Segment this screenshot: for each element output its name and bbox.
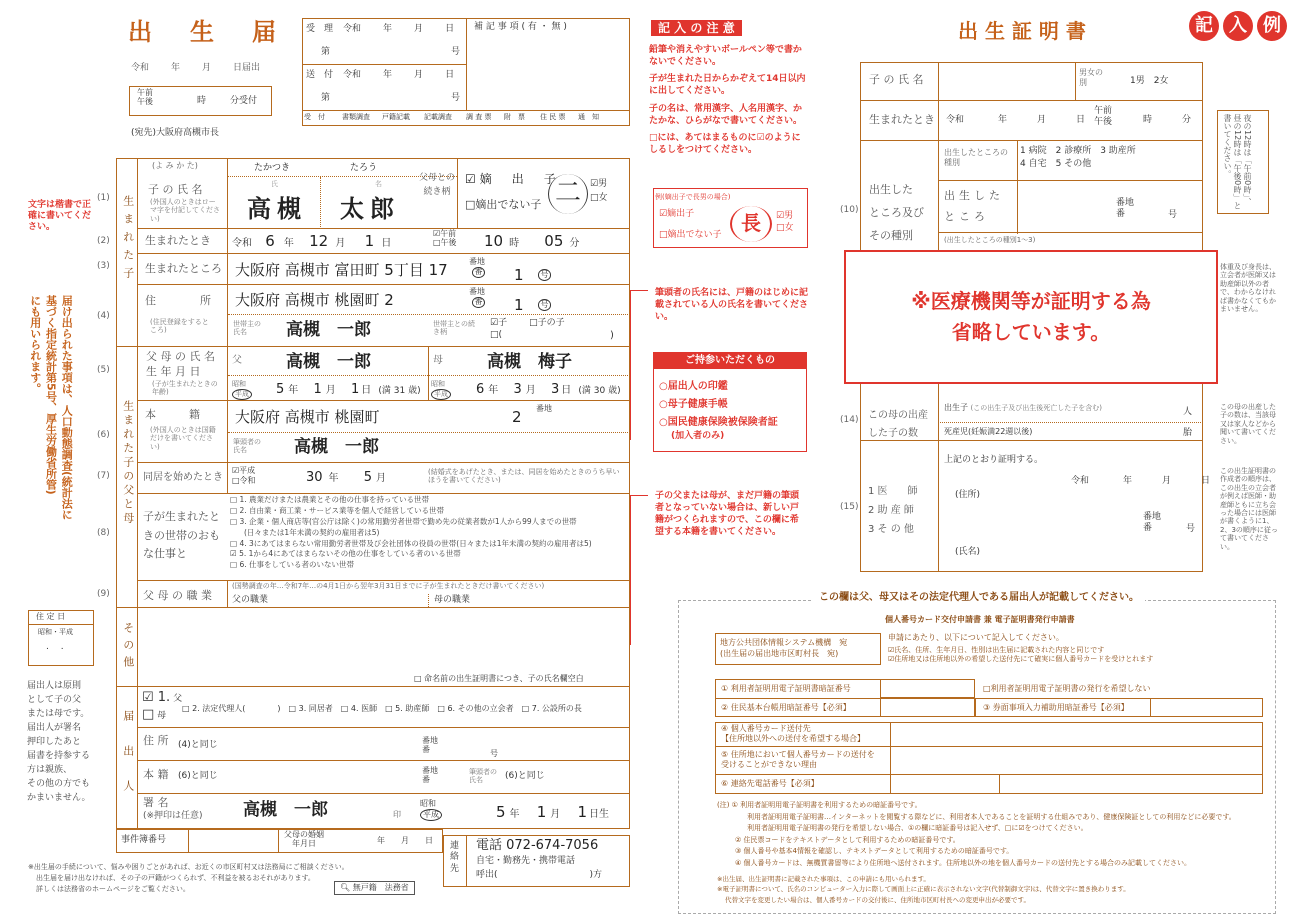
footer-notes: ※出生届の手続について、悩みや困りごとがあれば、お近くの市区町村又は法務局にご相談ください。 出生届を届け出なければ、その子の戸籍がつくられず、不利益を被るおそれがあります。 詳しくは法務省のホームページをご覧ください。 — [28, 863, 349, 893]
send-go: 号 — [451, 93, 461, 103]
address-note: (住民登録をするところ) — [150, 318, 209, 335]
informant-address-label: 住 所 — [143, 734, 169, 747]
cert-certify-text: 上記のとおり証明する。 — [944, 455, 1044, 465]
child-name-note: (外国人のときはローマ字を付記してください) — [150, 198, 220, 223]
householder-label: 世帯主の氏名 — [233, 320, 261, 337]
left-bottom-note: 届出人は原則 として子の父 または母です。 届出人が署名 押印したあと 届書を持参する 方は親族、 その他の方でも かまいません。 — [27, 681, 91, 803]
mynumber-notes: (注) ① 利用者証明用電子証明書を利用するための暗証番号です。 利用者証明用電子証明書…インターネットを閲覧する際などに、利用者本人であることを証明する仕組みであり、健康保険証としての利用などに必要です。 利用者証明用電子証明書の発行を希望しない場合、①の欄に暗証番号は記入せず、□に☑をつけてください。 ② 住民票コードをテキストデータとして利用するための暗証番号です。 ③ 個人番号や基本4情報を確認し、テキストデータとして利用するための暗証番号です。 ④ 個人番号カードは、無機質書留等により住所地へ送付されます。住所地以外の地を個人番号カードの送付先とする場合のみ記載してください。 — [717, 801, 1236, 867]
other-section-label: その他 — [121, 622, 135, 673]
job-label: 父 母 の 職 業 — [143, 589, 212, 602]
informant-types[interactable]: □ 2. 法定代理人( ) □ 3. 同居者 □ 4. 医師 □ 5. 助産師 □ 6. その他の立会者 □ 7. 公設所の長 — [182, 704, 582, 713]
cert-place-types[interactable]: 1 病院 2 診療所 3 助産所 4 自宅 5 その他 — [1020, 146, 1136, 169]
mynumber-fine-print: ※出生届、出生証明書に記載された事項は、この申請にも用いられます。 ※電子証明書について、氏名のコンピューター入力に際して画面上に正確に表示されない文字(代替制御文字)は、代替文字に置き換わります。 代替文字を変更したい場合は、個人番号カードの交付後に、住所地市区町村長への変更申出が必要です。 — [717, 875, 1130, 904]
delivery-address-label: ④ 個人番号カード送付先 【住所地以外への送付を希望する場合】 — [721, 724, 865, 743]
cert-sex-label: 男女の別 — [1079, 68, 1103, 87]
birth-ampm[interactable]: ☑午前 □午後 — [433, 229, 457, 248]
child-section-label: 生まれた子 — [121, 195, 135, 285]
pin-3-label: ③ 券面事項入力補助用暗証番号【必須】 — [983, 703, 1129, 712]
cert-birth-time: 令和 年 月 日 — [946, 115, 1086, 125]
jiken-label: 事件簿番号 — [121, 835, 167, 845]
head-label: 筆頭者の氏名 — [233, 438, 261, 455]
householder-relation-label: 世帯主との続き柄 — [433, 320, 475, 337]
unnamed-checkbox[interactable]: □ 命名前の出生証明書につき、子の氏名欄空白 — [414, 674, 584, 683]
address-label: 住 所 — [145, 294, 211, 307]
honseki-label: 本 籍 — [145, 408, 200, 421]
sign-note: (※押印は任意) — [143, 811, 203, 821]
address-go: 号 — [538, 299, 551, 311]
child-surname: 高槻 — [247, 195, 307, 223]
cert-place-banchi: 番地 番 — [1116, 198, 1135, 219]
example-sex: ☑男 □女 — [776, 211, 794, 233]
hour-label: 時 — [197, 96, 207, 106]
date-line: 令和 年 月 日届出 — [131, 63, 261, 73]
cohab-era[interactable]: ☑平成 □令和 — [232, 466, 256, 485]
informant-honseki-banchi: 番地 番 — [422, 766, 438, 784]
job-note: (国勢調査の年…令和7年…の4月1日から翌年3月31日までに子が生まれたときだけ書いてください) — [232, 582, 545, 590]
receipt-go: 号 — [451, 47, 461, 57]
cert-sex[interactable]: 1男 2女 — [1130, 76, 1169, 86]
work-items: □ 1. 農業だけまたは農業とその他の仕事を持っている世帯 □ 2. 自由業・商工業・サービス業等を個人で経営している世帯 □ 3. 企業・個人商店等(官公庁は除く)の常用勤労者世帯で勤め先の従業者数が1人から99人までの世帯 (日々または1年未満の契約の雇用者は5) □ 4. 3にあてはまらない常用勤労者世帯及び会社団体の役員の世帯(日々または1年未満の契約の雇用者は5) ☑ 5. 1から4にあてはまらないその他の仕事をしている者のいる世帯 □ 6. 仕事をしている者のいない世帯 — [230, 495, 592, 570]
send-no: 第 — [321, 93, 331, 103]
head-note: 筆頭者の氏名には、戸籍のはじめに記載されている人の氏名を書いてください。 — [655, 288, 809, 323]
apply-text: 申請にあたり、以下について記入してください。 — [888, 633, 1064, 642]
omitted-banner: ※医療機関等が証明する為 省略しています。 — [844, 250, 1218, 384]
seal-mark: 印 — [393, 810, 401, 819]
certificate-title: 出 生 証 明 書 — [958, 19, 1086, 43]
cert-child-name-label: 子 の 氏 名 — [869, 73, 924, 86]
cert-num-10: (10) — [840, 205, 859, 215]
example-legit: ☑嫡出子 — [659, 209, 695, 219]
age-note: (子が生まれたときの年齢) — [152, 380, 218, 397]
mother-prefix: 母 — [433, 355, 443, 366]
mynumber-title: 個人番号カード交付申請書 兼 電子証明書発行申請書 — [885, 615, 1075, 624]
addressee: (宛先)大阪府高槻市長 — [131, 128, 220, 138]
supplement-label: 補 記 事 項 ( 有 ・ 無 ) — [474, 22, 567, 32]
title-char: 生 — [190, 18, 214, 46]
delivery-reason-label: ⑤ 住所地において個人番号カードの送付を 受けることができない理由 — [721, 750, 875, 769]
left-note: 文字は楷書で正確に書いてください。 — [28, 200, 92, 232]
title-char: 出 — [128, 18, 152, 46]
contact-label: 連 絡 先 — [450, 841, 460, 874]
informant-era: 昭和 平成 — [420, 799, 442, 821]
bring-list: ○届出人の印鑑 ○母子健康手帳 ○国民健康保険被保険者証 (加入者のみ) — [659, 381, 778, 441]
birth-time-label: 生まれたとき — [145, 234, 211, 247]
midnight-note: 夜の12時は「午前0時」、昼の12時は「午後0時」と書いてください。 — [1223, 114, 1252, 210]
pin-2-label: ② 住民基本台帳用暗証番号【必須】 — [721, 703, 851, 712]
cert-banchi: 番地 番 — [1143, 512, 1162, 533]
informant-addr-banchi: 番地 番 — [422, 736, 438, 754]
example-order: 長 — [730, 206, 772, 242]
honseki-value: 大阪府 高槻市 桃園町 — [235, 408, 380, 426]
cert-place-cut: (出生したところの種別1〜3) — [944, 236, 1036, 244]
cert-ampm[interactable]: 午前 午後 — [1094, 106, 1113, 128]
send-row: 送 付 令和 年 月 日 — [306, 70, 455, 80]
statistics-note: 届け出られた事項は、人口動態調査(統計法に 基づく指定統計第5号、厚生労働省所管) にも用いられます。 — [28, 295, 74, 521]
weight-note: 体重及び身長は、立会者が医師又は助産師以外の者で、わからなければ書かなくてもかまいません。 — [1220, 263, 1276, 313]
informant-honseki: (6)と同じ — [178, 771, 218, 781]
pin-1-label: ① 利用者証明用電子証明書暗証番号 — [721, 684, 851, 693]
informant-head: (6)と同じ — [505, 771, 545, 781]
birth-datetime: 令和 6 年 12 月 1 日 — [232, 232, 392, 250]
father-dob: 5 年 1 月 1 日 (満 31 歳) — [276, 382, 421, 397]
minute-label: 分受付 — [230, 96, 258, 106]
furigana-label: (よ み か た) — [152, 161, 198, 170]
notes-list: 鉛筆や消えやすいボールペン等で書かないでください。 子が生まれた日からかぞえて14日以内に出してください。 子の名は、常用漢字、人名用漢字、かたかな、ひらがなで書いてください。 □には、あてはまるものに☑のようにしるしをつけてください。 — [649, 45, 806, 155]
cert-num-14: (14) — [840, 415, 859, 425]
father-era: 昭和 平成 — [232, 380, 252, 400]
cert-place-go: 号 — [1168, 210, 1178, 220]
count-note: この母の出産した子の数は、当該母又は家人などから聞いて書いてください。 — [1220, 403, 1276, 445]
order-note: この出生証明書の作成者の順序は、この出生の立会者が例えば医師・助産師ともに立ち会った場合には医師が書くように1、2、3の順序に従って書いてください。 — [1220, 467, 1278, 551]
contact-phone: 電話 072-674-7056 — [476, 838, 599, 853]
birth-place-banchi: 番地 番 — [469, 257, 485, 276]
birth-order: 二 — [548, 174, 588, 214]
address-number: 1 — [514, 296, 524, 314]
cohab-note: (結婚式をあげたとき、または、同居を始めたときのうち早いほうを書いてください) — [428, 468, 620, 485]
birth-place-label: 生まれたところ — [145, 262, 222, 275]
child-name-label: 子 の 氏 名 — [148, 183, 203, 196]
jutei-dots: . . — [46, 642, 64, 652]
cert-address-label: (住所) — [955, 490, 981, 500]
cert-date: 令和 年 月 日 — [1071, 476, 1211, 486]
informant-type-1[interactable]: ☑ 1. 父 □ 母 — [142, 690, 183, 722]
search-box[interactable]: 🔍︎ 無戸籍 法務省 — [334, 881, 415, 895]
cert-stillbirth: 死産児(妊娠満22週以後) — [944, 427, 1033, 436]
ampm-label: 午前 午後 — [137, 88, 153, 106]
informant-signature: 高槻 一郎 — [243, 800, 328, 820]
cohab-label: 同居を始めたとき — [143, 472, 223, 483]
cert-hour-min: 時 分 — [1143, 115, 1192, 125]
cert-stillbirth-unit: 胎 — [1183, 428, 1193, 438]
birth-hour-min: 10 時 05 分 — [484, 232, 580, 250]
cert-live-births: 出生子 (この出生子及び出生後死亡した子を含む) — [944, 403, 1103, 412]
mother-dob: 6 年 3 月 3 日 (満 30 歳) — [476, 382, 621, 397]
mother-job: 母の職業 — [434, 595, 471, 605]
cohab-date: 30 年 5 月 — [306, 470, 387, 485]
birth-place: 大阪府 高槻市 富田町 5丁目 17 — [235, 261, 448, 279]
example-badge: 記 入 例 — [1185, 11, 1287, 41]
no-issue-checkbox[interactable]: □利用者証明用電子証明書の発行を希望しない — [983, 684, 1151, 693]
receipt-no: 第 — [321, 47, 331, 57]
mother-era: 昭和 平成 — [431, 380, 451, 400]
cert-place-type-label: 出生したところの種別 — [944, 148, 1008, 167]
householder-name: 高槻 一郎 — [286, 320, 371, 340]
receipt-row: 受 理 令和 年 月 日 — [306, 24, 455, 34]
birth-place-number: 1 — [514, 266, 524, 284]
child-sex: ☑男 □女 — [590, 179, 608, 203]
father-prefix: 父 — [232, 355, 242, 366]
head-name: 高槻 一郎 — [294, 437, 379, 457]
title-char: 届 — [252, 18, 276, 46]
cert-place-label-2: 出生したところ — [944, 189, 1004, 223]
example-label: 例(嫡出子で長男の場合) — [655, 193, 731, 201]
furigana-surname: たかつき — [254, 163, 291, 173]
work-label: 子が生まれたときの世帯のおもな仕事と — [143, 510, 220, 561]
sign-label: 署 名 — [143, 796, 169, 809]
search-icon: 🔍︎ — [340, 883, 351, 892]
jutei-title: 住 定 日 — [36, 612, 66, 621]
informant-address: (4)と同じ — [178, 740, 218, 750]
cert-people-unit: 人 — [1183, 407, 1193, 417]
cert-go: 号 — [1186, 524, 1196, 534]
pin-3-field[interactable] — [1150, 698, 1263, 717]
bring-title: ご持参いただくもの — [654, 353, 806, 369]
honseki-number: 2 — [512, 408, 522, 426]
apply-items: ☑氏名、住所、生年月日、性別は出生届に記載された内容と同じです ☑住所地又は住所地以外の希望した送付先にて確実に個人番号カードを受けとれます — [888, 646, 1154, 664]
marriage-date: 年 月 日 — [377, 836, 433, 845]
parents-name-label: 父 母 の 氏 名 生 年 月 日 — [146, 350, 215, 378]
newreg-note: 子の父または母が、まだ戸籍の筆頭者となっていない場合は、新しい戸籍がつくられますので、この欄に希望する本籍を書いてください。 — [655, 491, 800, 538]
mynumber-header: この欄は父、母又はその法定代理人である届出人が記載してください。 — [813, 592, 1145, 604]
pin-2-field[interactable] — [880, 698, 975, 717]
legit-checkbox[interactable]: ☑嫡 出 子 — [465, 172, 560, 186]
honseki-note: (外国人のときは国籍だけを書いてください) — [150, 426, 216, 451]
agency: 地方公共団体情報システム機構 宛 (出生届の届出地市区町村長 宛) — [720, 638, 848, 658]
contact-type: 自宅・勤務先・携帯電話 — [476, 856, 576, 866]
cert-roles[interactable]: 1 医 師 2 助 産 師 3 そ の 他 — [868, 486, 918, 535]
informant-head-label: 筆頭者の氏名 — [469, 768, 497, 785]
child-given-name: 太郎 — [340, 195, 400, 223]
child-address: 大阪府 高槻市 桃園町 2 — [235, 291, 394, 309]
honseki-banchi: 番地 — [536, 404, 552, 413]
rel-close-paren: ) — [610, 330, 614, 341]
notes-title: 記 入 の 注 意 — [651, 20, 742, 36]
mother-name: 高槻 梅子 — [487, 352, 572, 372]
contact-caller: 呼出( )方 — [476, 870, 603, 880]
parents-section-label: 生まれた子の父と母 — [121, 400, 135, 526]
householder-relation[interactable]: ☑子 □子の子 □( — [490, 318, 565, 340]
cert-birth-time-label: 生まれたとき — [869, 113, 935, 126]
informant-addr-go: 号 — [490, 749, 498, 758]
nonlegit-checkbox[interactable]: □嫡出でない子 — [465, 198, 542, 211]
example-nonlegit: □嫡出でない子 — [659, 230, 722, 240]
cert-name-label: (氏名) — [955, 547, 981, 557]
stamp-columns: 受 付 書類調査 戸籍記載 記載調査 調 査 票 附 票 住 民 票 通 知 — [304, 113, 599, 121]
informant-section-label: 届出人 — [121, 710, 135, 815]
phone-label: ⑥ 連絡先電話番号【必須】 — [721, 779, 819, 788]
furigana-given: たろう — [350, 163, 378, 173]
marriage-label: 父母の婚姻 年月日 — [284, 830, 324, 849]
informant-honseki-label: 本 籍 — [143, 768, 169, 781]
pin-1-field[interactable] — [880, 679, 975, 698]
birth-place-go: 号 — [538, 269, 551, 281]
birth-title — [128, 18, 276, 47]
address-banchi: 番地 番 — [469, 287, 485, 306]
phone-field[interactable] — [890, 774, 1000, 794]
cert-num-15: (15) — [840, 502, 859, 512]
relation-label: 父母との続き柄 — [419, 173, 456, 198]
informant-dob: 5 年 1 月 1 日生 — [496, 803, 610, 821]
cert-place-label: 出生した ところ及び その種別 — [869, 183, 924, 243]
cert-mother-births-label: この母の出産 した子の数 — [868, 410, 928, 439]
father-job: 父の職業 — [232, 595, 269, 605]
father-name: 高槻 一郎 — [286, 352, 371, 372]
jutei-eras: 昭和・平成 — [38, 628, 73, 636]
